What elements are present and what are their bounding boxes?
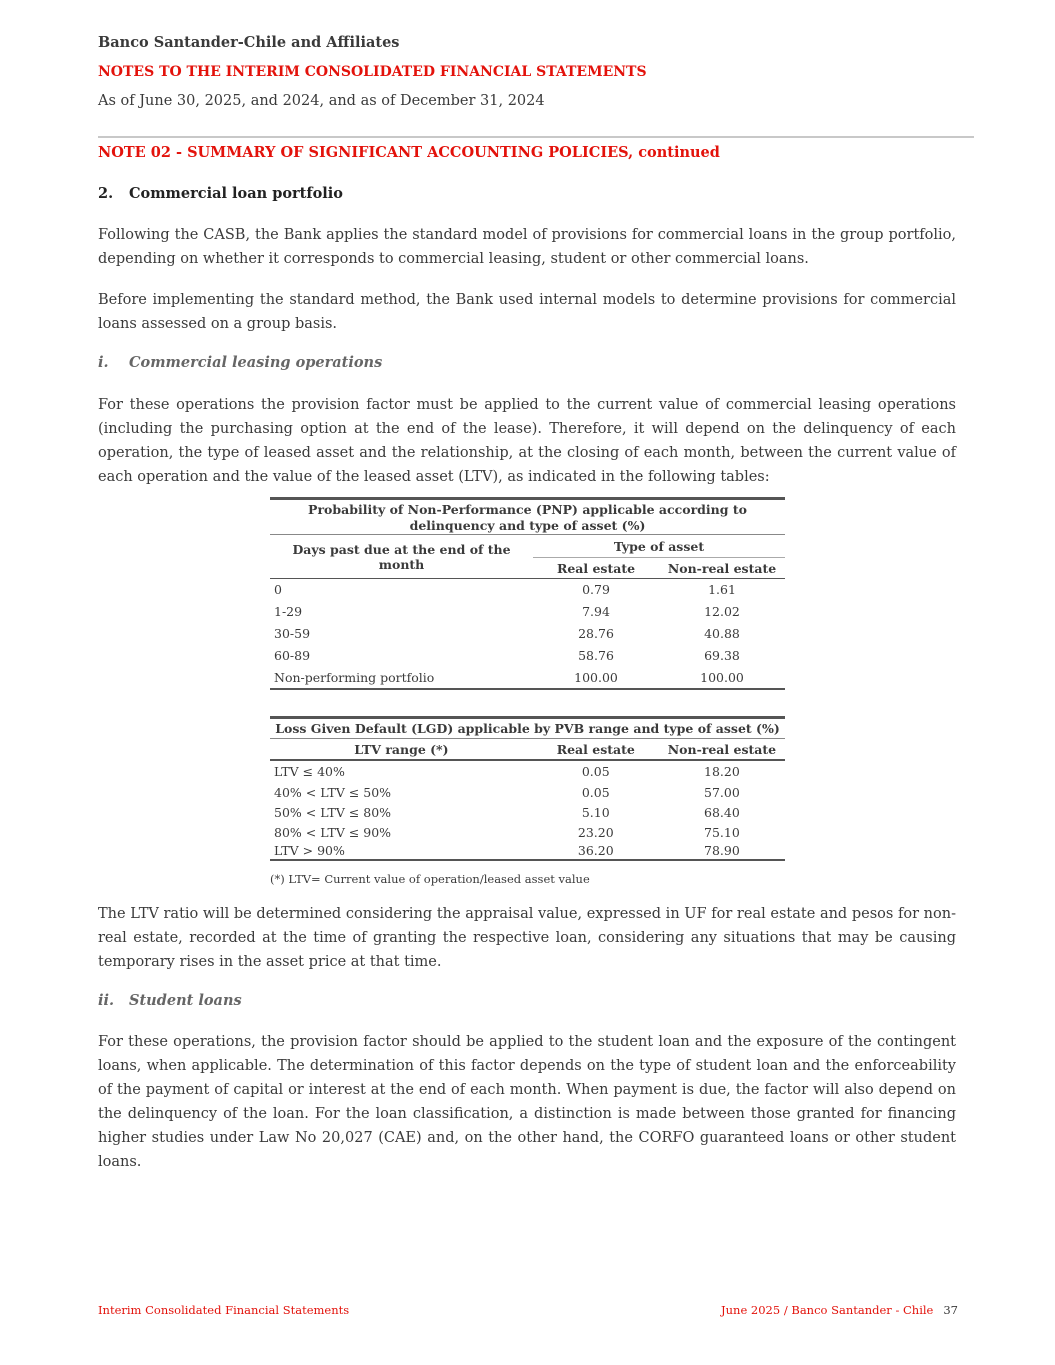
paragraph-1: Following the CASB, the Bank applies the standard model of provisions for commercial loans in the group portfolio, depending on whether it corresponds to commercial leasing, student or other commercial loans. [98, 227, 956, 267]
cell-nonreal: 68.40 [704, 804, 740, 820]
cell-real: 23.20 [577, 824, 614, 840]
cell-real: 0.79 [582, 582, 610, 598]
cell-real: 58.76 [578, 648, 614, 663]
subsection-i-number: i. [98, 354, 109, 371]
subsection-i-title [98, 354, 382, 371]
section-number: 2. [98, 185, 114, 202]
row-label: 40% < LTV ≤ 50% [274, 784, 392, 800]
cell-real: 5.10 [581, 804, 610, 820]
lgd-row-header: LTV range (*) [270, 739, 533, 761]
table-row [270, 667, 785, 689]
section-title-text: Commercial loan portfolio [129, 185, 343, 202]
row-label: 50% < LTV ≤ 80% [274, 804, 392, 820]
table-row [270, 623, 785, 645]
row-label: LTV ≤ 40% [274, 764, 345, 779]
lgd-table-caption: Loss Given Default (LGD) applicable by PVB range and type of asset (%) [270, 718, 785, 739]
lgd-table [270, 716, 785, 861]
paragraph-4: The LTV ratio will be determined considering the appraisal value, expressed in UF for real estate and pesos for non-real estate, recorded at the time of granting the respective loan, considering any situations that may be causing temporary rises in the asset price at that time. [98, 906, 956, 970]
cell-nonreal: 40.88 [704, 626, 740, 641]
footer-right [721, 1303, 958, 1317]
table-row [270, 802, 785, 822]
pnp-col-real: Real estate [533, 558, 659, 579]
cell-nonreal: 18.20 [704, 764, 740, 779]
cell-real: 0.05 [581, 784, 610, 800]
header-divider [98, 136, 974, 138]
cell-nonreal: 75.10 [704, 824, 740, 840]
paragraph-5: For these operations, the provision factor should be applied to the student loan and the exposure of the contingent loans, when applicable. The determination of this factor depends on the type of student loan and the enforceability of the payment of capital or interest at the end of each month. When payment is due, the factor will also depend on the delinquency of the loan. For the loan classification, a distinction is made between those granted for financing higher studies under Law No 20,027 (CAE) and, on the other hand, the CORFO guaranteed loans or other student loans. [98, 1034, 956, 1170]
cell-nonreal: 12.02 [704, 604, 740, 619]
notes-title: NOTES TO THE INTERIM CONSOLIDATED FINANCIAL STATEMENTS [98, 64, 647, 80]
row-label: LTV > 90% [270, 842, 533, 860]
lgd-col-nonreal: Non-real estate [659, 739, 785, 761]
company-name: Banco Santander-Chile and Affiliates [98, 34, 400, 51]
table-row [270, 842, 785, 860]
note-title: NOTE 02 - SUMMARY OF SIGNIFICANT ACCOUNTING POLICIES, continued [98, 144, 720, 161]
pnp-col-nonreal: Non-real estate [659, 558, 785, 579]
paragraph-3: For these operations the provision factor must be applied to the current value of commercial leasing operations (including the purchasing option at the end of the lease). Therefore, it will depend on the delinquency of each operation, the type of leased asset and the relationship, at the closing of each month, between the current value of each operation and the value of the leased asset (LTV), as indicated in the following tables: [98, 397, 956, 485]
row-label: 30-59 [274, 626, 311, 641]
pnp-table-caption: Probability of Non-Performance (PNP) applicable according to delinquency and type of asset (%) [270, 499, 785, 535]
subsection-ii-text: Student loans [129, 992, 242, 1009]
cell-nonreal: 57.00 [704, 784, 740, 800]
footer-right-text: June 2025 / Banco Santander - Chile [721, 1303, 934, 1317]
cell-real: 36.20 [533, 842, 659, 860]
subsection-ii-title [98, 992, 242, 1009]
lgd-col-real: Real estate [533, 739, 659, 761]
row-label: 60-89 [274, 648, 311, 663]
subsection-ii-number: ii. [98, 992, 115, 1009]
cell-real: 0.05 [581, 764, 610, 779]
cell-real: 100.00 [533, 667, 659, 689]
table-row [270, 601, 785, 623]
cell-real: 28.76 [578, 626, 614, 641]
table-row [270, 760, 785, 782]
cell-nonreal: 1.61 [708, 582, 736, 598]
footer-left: Interim Consolidated Financial Statements [98, 1303, 350, 1317]
table-row [270, 579, 785, 601]
section-title [98, 185, 343, 202]
row-label: 80% < LTV ≤ 90% [274, 824, 392, 840]
pnp-row-header: Days past due at the end of the month [270, 535, 533, 579]
cell-nonreal: 69.38 [704, 648, 740, 663]
row-label: 0 [274, 582, 282, 598]
pnp-table [270, 497, 785, 690]
pnp-group-header: Type of asset [533, 535, 785, 558]
cell-nonreal: 78.90 [659, 842, 785, 860]
paragraph-2: Before implementing the standard method, the Bank used internal models to determine provisions for commercial loans assessed on a group basis. [98, 292, 956, 332]
table-row [270, 782, 785, 802]
cell-nonreal: 100.00 [659, 667, 785, 689]
cell-real: 7.94 [582, 604, 610, 619]
page-number: 37 [943, 1303, 958, 1317]
row-label: 1-29 [274, 604, 303, 619]
date-line: As of June 30, 2025, and 2024, and as of December 31, 2024 [98, 93, 545, 109]
row-label: Non-performing portfolio [270, 667, 533, 689]
lgd-footnote: (*) LTV= Current value of operation/leased asset value [270, 872, 590, 886]
table-row [270, 645, 785, 667]
subsection-i-text: Commercial leasing operations [129, 354, 383, 371]
table-row [270, 822, 785, 842]
